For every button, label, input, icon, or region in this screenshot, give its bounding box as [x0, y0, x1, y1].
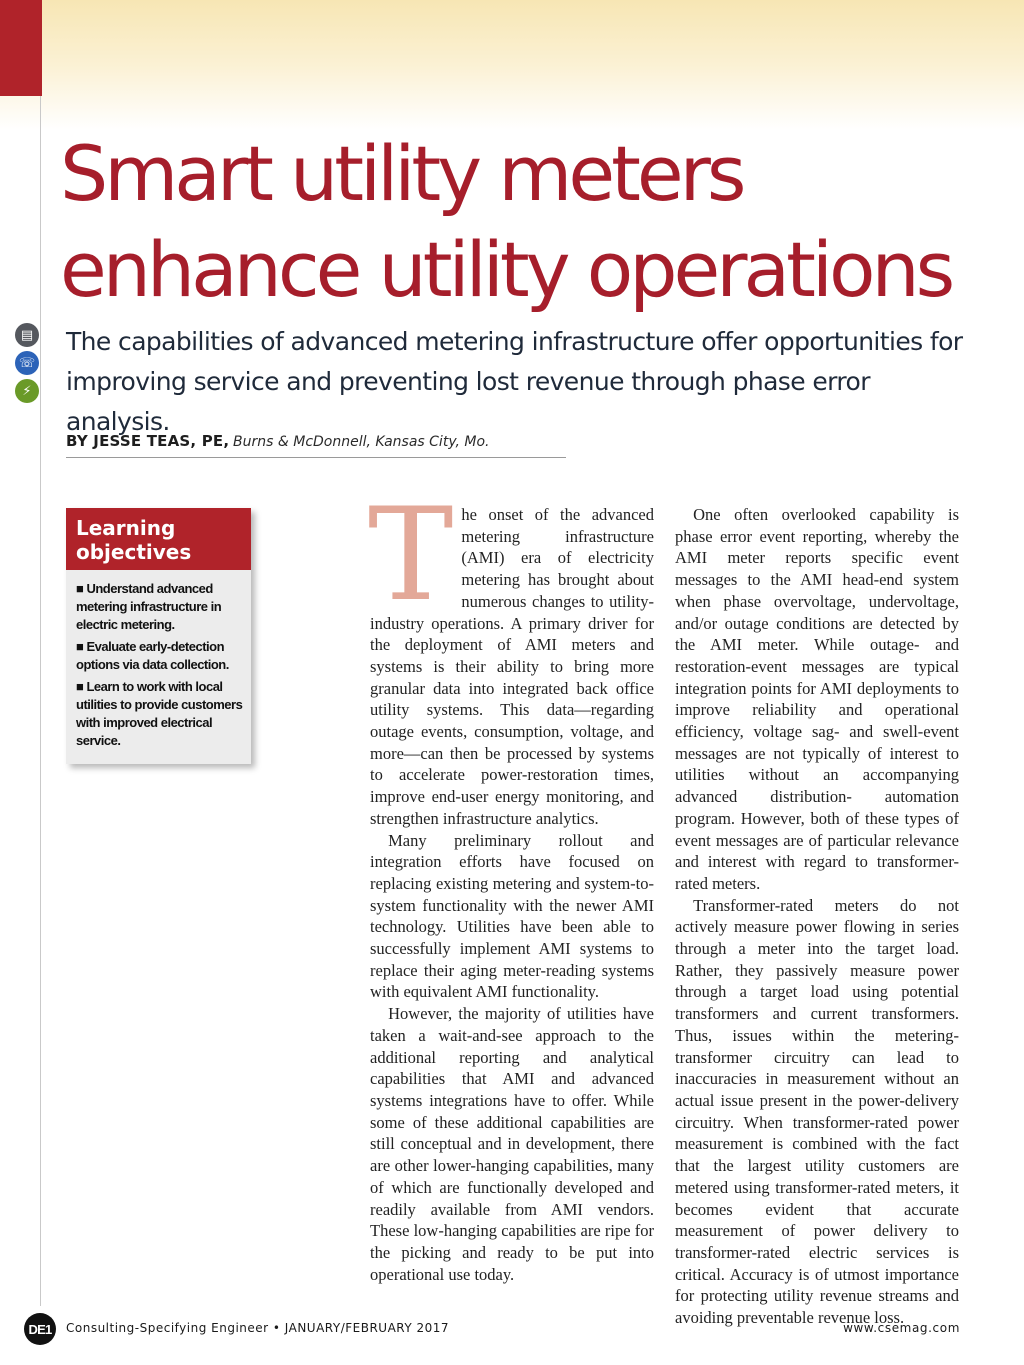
publication-folio: Consulting-Specifying Engineer • JANUARY/FEBRUARY 2017: [66, 1321, 450, 1335]
learning-objective-item: ■ Learn to work with local utilities to provide customers with improved electrical service.: [76, 678, 243, 750]
article-headline: [60, 126, 1000, 318]
body-column-1: [368, 481, 654, 1285]
body-paragraph: However, the majority of utilities have taken a wait-and-see approach to the additional reporting and analytical capabilities that AMI and advanced systems integrations have to offer. While some of these additional capabilities are still conceptual and in development, there are other lower-hanging capabilities, many of which are functionally developed and readily available from AMI vendors. These low-hanging capabilities are ripe for the picking and ready to be put into operational use today.: [370, 1004, 654, 1284]
learning-objective-item: ■ Understand advanced metering infrastructure in electric metering.: [76, 580, 243, 634]
communication-icon: ☏: [15, 351, 39, 375]
body-paragraph: One often overlooked capability is phase error event reporting, whereby the AMI meter reports specific event messages to the AMI head-end system when phase overvoltage, undervoltage, and/or outage conditions are detected by the AMI meter. While outage- and restoration-event messages are typical integration points for AMI deployments to improve reliability and operational efficiency, voltage sag- and swell-event messages are not typically of interest to utilities without an accompanying advanced distribution- automation program. However, both of these types of event messages are of particular relevance and interest with regard to transformer-rated meters.: [675, 505, 959, 893]
top-gradient-band: [0, 0, 1024, 130]
headline-line-1: Smart utility meters: [60, 129, 743, 218]
hvac-icon: ▤: [15, 323, 39, 347]
learning-objective-item: ■ Evaluate early-detection options via data collection.: [76, 638, 243, 674]
learning-objectives-box: [66, 508, 251, 764]
learning-objectives-title: Learning objectives: [66, 508, 251, 570]
section-red-tab: [0, 0, 42, 96]
website-link[interactable]: www.csemag.com: [843, 1321, 960, 1335]
left-margin-rule: [40, 96, 41, 1306]
body-paragraph: he onset of the advanced metering infrastructure (AMI) era of electricity metering has brought about numerous changes to utility-industry operations. A primary driver for the deployment of AMI meters and systems is their ability to bring more granular data into integrated back office utility systems. This data—regarding outage events, consumption, voltage, and more—can then be processed by systems to accelerate power-restoration times, improve end-user energy monitoring, and strengthen infrastructure analytics.: [370, 505, 654, 828]
drop-cap: T: [368, 481, 454, 630]
byline-affiliation: Burns & McDonnell, Kansas City, Mo.: [233, 434, 490, 450]
byline: [66, 432, 566, 458]
headline-line-2: enhance utility operations: [60, 225, 952, 314]
category-icons: [15, 323, 43, 407]
byline-author: BY JESSE TEAS, PE,: [66, 432, 230, 450]
page-number-badge: DE1: [24, 1313, 56, 1345]
body-paragraph: Transformer-rated meters do not actively measure power flowing in series through a meter into the target load. Rather, they passively measure power through a target load using potential transformers and current transformers. Thus, issues within the metering-transformer circuitry can lead to inaccuracies in measurement without an actual issue present in the power-delivery circuitry. When transformer-rated power measurement is combined with the fact that the largest utility customers are metered using transformer-rated meters, it becomes evident that accurate measurement of power delivery to transformer-rated electric services is critical. Accuracy is of utmost importance for protecting utility revenue streams and avoiding preventable revenue loss.: [675, 895, 959, 1328]
body-column-2: [675, 504, 959, 1329]
body-paragraph: Many preliminary rollout and integration efforts have focused on replacing existing metering and system-to-system functionality with the newer AMI technology. Utilities have been able to successfully implement AMI systems to replace their aging meter-reading systems with equivalent AMI functionality.: [370, 830, 654, 1002]
article-deck: The capabilities of advanced metering infrastructure offer opportunities for improving service and preventing lost revenue through phase error analysis.: [66, 327, 963, 436]
learning-objectives-list: [66, 570, 251, 764]
power-icon: ⚡: [15, 379, 39, 403]
